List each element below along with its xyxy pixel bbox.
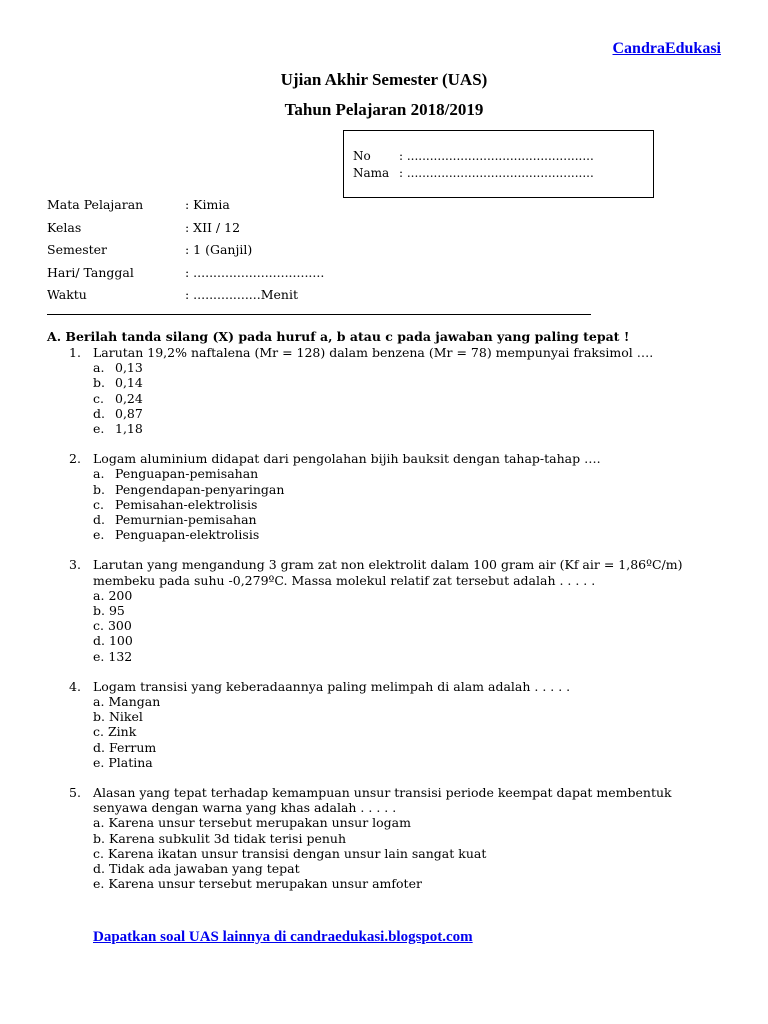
option-letter: d. xyxy=(93,861,105,877)
exam-subtitle: Tahun Pelajaran 2018/2019 xyxy=(284,100,484,119)
option[interactable] xyxy=(93,482,727,497)
question-text: Logam aluminium didapat dari pengolahan bijih bauksit dengan tahap-tahap …. xyxy=(93,451,601,467)
option-text: Nikel xyxy=(108,709,143,725)
option[interactable] xyxy=(93,815,727,830)
info-row xyxy=(47,220,607,243)
option[interactable] xyxy=(93,831,727,846)
question xyxy=(47,679,727,770)
option-letter: e. xyxy=(93,648,105,664)
option-list xyxy=(93,588,727,664)
option[interactable] xyxy=(93,649,727,664)
option[interactable] xyxy=(93,633,727,648)
option-text: Karena unsur tersebut merupakan unsur amfoter xyxy=(108,876,422,892)
option-letter: d. xyxy=(93,739,105,755)
option-text: Ferrum xyxy=(108,739,157,755)
option-text: 0,13 xyxy=(115,360,143,376)
option-text: Tidak ada jawaban yang tepat xyxy=(108,861,300,877)
option-list xyxy=(93,360,727,436)
option-text: Pemurnian-pemisahan xyxy=(115,512,257,528)
option-list xyxy=(93,694,727,770)
info-value: : Kimia xyxy=(185,197,230,212)
question-text: Logam transisi yang keberadaannya paling melimpah di alam adalah . . . . . xyxy=(93,678,571,694)
option-letter: d. xyxy=(93,633,105,649)
option[interactable] xyxy=(93,603,727,618)
info-row xyxy=(47,287,607,310)
exam-info xyxy=(47,197,607,310)
option-text: 95 xyxy=(108,603,125,619)
info-row xyxy=(47,265,607,288)
question-number: 4. xyxy=(69,678,81,694)
divider xyxy=(47,314,591,315)
info-value: : XII / 12 xyxy=(185,219,241,235)
option-letter: d. xyxy=(93,405,105,421)
option-letter: b. xyxy=(93,603,105,619)
option-letter: a. xyxy=(93,815,105,831)
footer-link[interactable]: Dapatkan soal UAS lainnya di candraedukasi.blogspot.com xyxy=(93,929,473,945)
option-text: 0,14 xyxy=(115,375,143,391)
option-text: 0,24 xyxy=(115,390,143,406)
question-text: Alasan yang tepat terhadap kemampuan unsur transisi periode keempat dapat membentuk senyawa dengan warna yang khas adalah . . . . . xyxy=(93,785,672,816)
option[interactable] xyxy=(93,709,727,724)
option[interactable] xyxy=(93,846,727,861)
option[interactable] xyxy=(93,512,727,527)
option-letter: c. xyxy=(93,390,104,406)
question-number: 3. xyxy=(69,557,81,573)
exam-title: Ujian Akhir Semester (UAS) xyxy=(280,70,488,89)
option-text: Karena unsur tersebut merupakan unsur logam xyxy=(108,815,411,831)
option[interactable] xyxy=(93,421,727,436)
nama-field[interactable]: : ................................................. xyxy=(399,166,594,180)
question xyxy=(47,785,727,891)
option-letter: c. xyxy=(93,496,104,512)
info-label: Kelas xyxy=(47,219,82,235)
option-text: Karena ikatan unsur transisi dengan unsur lain sangat kuat xyxy=(107,845,487,861)
info-value[interactable]: : .................Menit xyxy=(185,287,299,302)
option-letter: e. xyxy=(93,527,105,543)
option-text: Penguapan-elektrolisis xyxy=(115,527,260,543)
question-text: Larutan yang mengandung 3 gram zat non elektrolit dalam 100 gram air (Kf air = 1,86ºC/m) membeku pada suhu -0,279ºC. Massa molekul relatif zat tersebut adalah . . . . . xyxy=(93,557,683,588)
option-letter: b. xyxy=(93,375,105,391)
option-text: 300 xyxy=(107,618,132,634)
info-label: Waktu xyxy=(47,287,87,302)
no-row xyxy=(353,149,594,163)
info-value: : 1 (Ganjil) xyxy=(185,242,253,257)
option-text: 0,87 xyxy=(115,405,143,421)
question-list xyxy=(47,345,727,907)
option-letter: d. xyxy=(93,512,105,528)
option[interactable] xyxy=(93,694,727,709)
option[interactable] xyxy=(93,740,727,755)
info-value[interactable]: : ................................. xyxy=(185,264,325,280)
option-text: 132 xyxy=(108,648,133,664)
option[interactable] xyxy=(93,724,727,739)
info-label: Hari/ Tanggal xyxy=(47,264,134,280)
option[interactable] xyxy=(93,755,727,770)
info-label: Semester xyxy=(47,242,108,257)
question xyxy=(47,557,727,663)
option[interactable] xyxy=(93,466,727,481)
nama-row xyxy=(353,166,594,180)
question xyxy=(47,451,727,542)
no-label: No xyxy=(353,149,371,163)
option-text: 1,18 xyxy=(115,421,143,437)
question-number: 5. xyxy=(69,785,81,801)
option[interactable] xyxy=(93,406,727,421)
option[interactable] xyxy=(93,360,727,375)
question-text: Larutan 19,2% naftalena (Mr = 128) dalam benzena (Mr = 78) mempunyai fraksimol …. xyxy=(93,345,654,360)
option-letter: c. xyxy=(93,845,104,861)
option[interactable] xyxy=(93,876,727,891)
option-text: Penguapan-pemisahan xyxy=(115,466,259,482)
option-letter: a. xyxy=(93,587,105,603)
option-letter: e. xyxy=(93,421,105,437)
option-list xyxy=(93,815,727,891)
option[interactable] xyxy=(93,588,727,603)
option-text: Platina xyxy=(108,754,153,770)
no-field[interactable]: : ................................................. xyxy=(399,149,594,163)
option[interactable] xyxy=(93,618,727,633)
question xyxy=(47,345,727,436)
brand-link[interactable]: CandraEdukasi xyxy=(612,40,721,57)
info-label: Mata Pelajaran xyxy=(47,197,144,212)
option-letter: c. xyxy=(93,618,104,634)
option-letter: e. xyxy=(93,754,105,770)
option-text: 200 xyxy=(108,587,133,603)
info-row xyxy=(47,197,607,220)
option-letter: c. xyxy=(93,724,104,740)
option-letter: b. xyxy=(93,830,105,846)
option-text: 100 xyxy=(108,633,133,649)
question-number: 2. xyxy=(69,451,81,467)
option-letter: b. xyxy=(93,481,105,497)
option-text: Pengendapan-penyaringan xyxy=(115,481,285,497)
option-text: Zink xyxy=(107,724,137,740)
option-text: Pemisahan-elektrolisis xyxy=(115,496,258,512)
info-row xyxy=(47,242,607,265)
option[interactable] xyxy=(93,391,727,406)
option-list xyxy=(93,466,727,542)
option-text: Karena subkulit 3d tidak terisi penuh xyxy=(108,830,346,846)
option-text: Mangan xyxy=(108,694,161,710)
question-number: 1. xyxy=(69,345,81,360)
option[interactable] xyxy=(93,497,727,512)
option-letter: a. xyxy=(93,466,105,482)
option-letter: b. xyxy=(93,709,105,725)
option[interactable] xyxy=(93,527,727,542)
nama-label: Nama xyxy=(353,166,390,180)
option[interactable] xyxy=(93,375,727,390)
student-id-box xyxy=(343,130,654,198)
option-letter: a. xyxy=(93,360,105,376)
option-letter: e. xyxy=(93,876,105,892)
section-a-instruction: A. Berilah tanda silang (X) pada huruf a, b atau c pada jawaban yang paling tepat ! xyxy=(47,329,630,344)
option[interactable] xyxy=(93,861,727,876)
option-letter: a. xyxy=(93,694,105,710)
